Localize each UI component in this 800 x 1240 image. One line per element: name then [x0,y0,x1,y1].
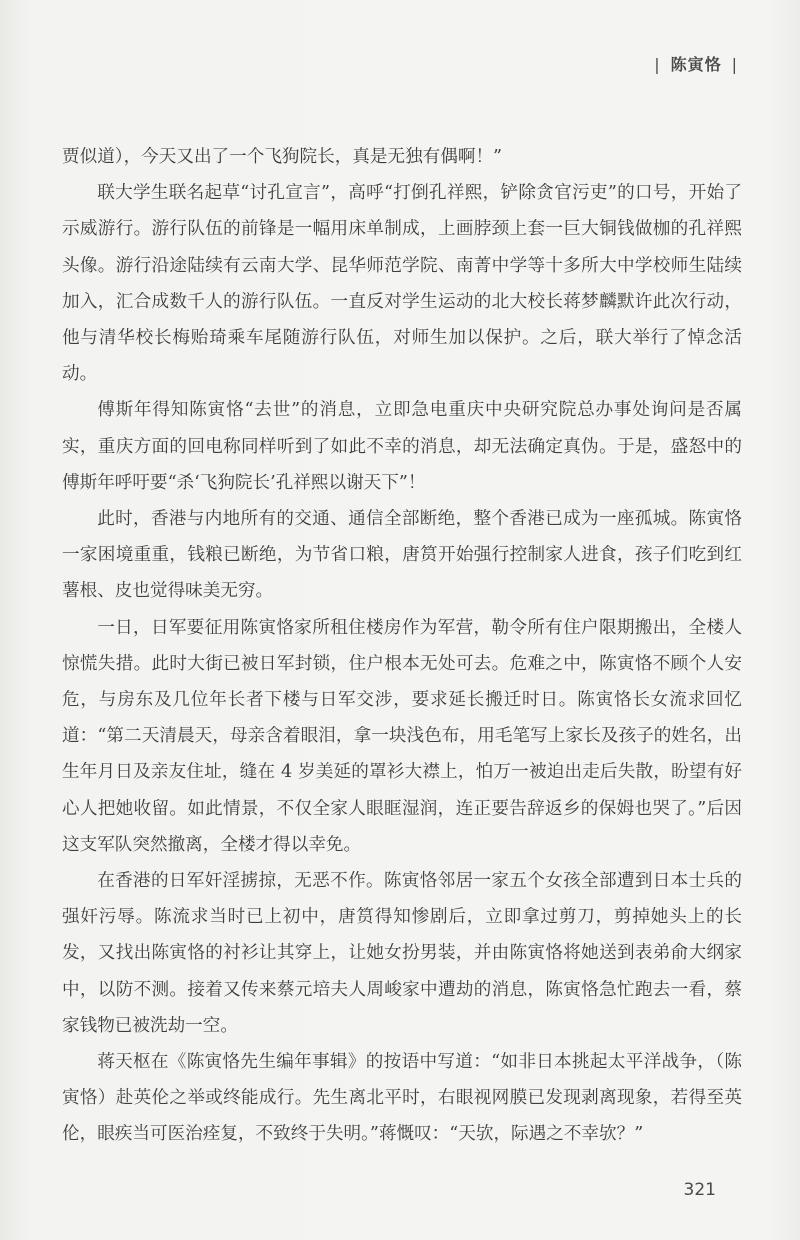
paragraph-japanese-army: 一日，日军要征用陈寅恪家所租住楼房作为军营，勒令所有住户限期搬出，全楼人惊慌失措。此时大街已被日军封锁，住户根本无处可去。危难之中，陈寅恪不顾个人安危，与房东及几位年长者下楼与日军交涉，要求延长搬迁时日。陈寅恪长女流求回忆道：“第二天清晨天，母亲含着眼泪，拿一块浅色布，用毛笔写上家长及孩子的姓名，出生年月日及亲友住址，缝在 4 岁美延的罩衫大襟上，怕万一被迫出走后失散，盼望有好心人把她收留。如此情景，不仅全家人眼眶湿润，连正要告辞返乡的保姆也哭了。”后因这支军队突然撤离，全楼才得以幸免。 [62,617,742,855]
paragraph-fu-sinian: 傅斯年得知陈寅恪“去世”的消息，立即急电重庆中央研究院总办事处询问是否属实，重庆方面的回电称同样听到了如此不幸的消息，却无法确定真伪。于是，盛怒中的傅斯年呼吁要“杀‘飞狗院长’孔祥熙以谢天下”！ [62,400,742,493]
header-right-bar: | [731,55,738,74]
running-header [644,52,748,75]
page-number: 321 [683,1180,716,1200]
body-text [62,139,742,1153]
paragraph-isolated-city: 此时，香港与内地所有的交通、通信全部断绝，整个香港已成为一座孤城。陈寅恪一家困境重重，钱粮已断绝，为节省口粮，唐筼开始强行控制家人进食，孩子们吃到红薯根、皮也觉得味美无穷。 [62,509,742,602]
header-left-bar: | [654,55,661,74]
chapter-title: 陈寅恪 [670,55,722,74]
paragraph-continuation: 贾似道），今天又出了一个飞狗院长，真是无独有偶啊！” [62,147,503,167]
paragraph-protest: 联大学生联名起草“讨孔宣言”，高呼“打倒孔祥熙，铲除贪官污吏”的口号，开始了示威游行。游行队伍的前锋是一幅用床单制成，上画脖颈上套一巨大铜钱做枷的孔祥熙头像。游行沿途陆续有云南大学、昆华师范学院、南菁中学等十多所大中学校师生陆续加入，汇合成数千人的游行队伍。一直反对学生运动的北大校长蒋梦麟默许此次行动，他与清华校长梅贻琦乘车尾随游行队伍，对师生加以保护。之后，联大举行了悼念活动。 [62,183,742,385]
paragraph-jiang-tianshu: 蒋天枢在《陈寅恪先生编年事辑》的按语中写道：“如非日本挑起太平洋战争，（陈寅恪）赴英伦之举或终能成行。先生离北平时，右眼视网膜已发现剥离现象，若得至英伦，眼疾当可医治痊复，不致终于失明。”蒋慨叹：“天欤，际遇之不幸欤？” [62,1052,742,1145]
paragraph-atrocities: 在香港的日军奸淫掳掠，无恶不作。陈寅恪邻居一家五个女孩全部遭到日本士兵的强奸污辱。陈流求当时已上初中，唐筼得知惨剧后，立即拿过剪刀，剪掉她头上的长发，又找出陈寅恪的衬衫让其穿上，让她女扮男装，并由陈寅恪将她送到表弟俞大纲家中，以防不测。接着又传来蔡元培夫人周峻家中遭劫的消息，陈寅恪急忙跑去一看，蔡家钱物已被洗劫一空。 [62,871,742,1036]
